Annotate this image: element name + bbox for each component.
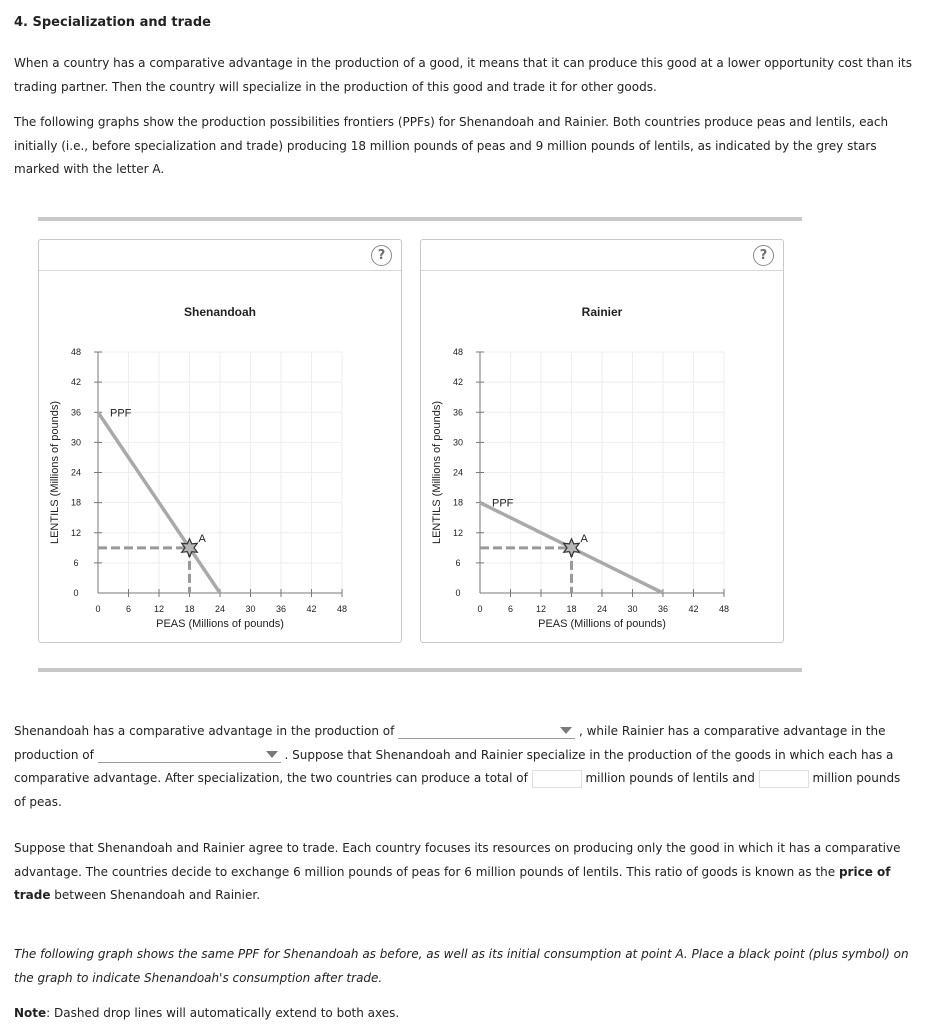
x-tick-label: 0 <box>477 604 483 614</box>
price-of-trade-term: price of trade <box>14 864 891 902</box>
y-tick-label: 18 <box>452 497 464 508</box>
y-tick-label: 30 <box>70 437 82 448</box>
graphs-paragraph: The following graphs show the production possibilities frontiers (PPFs) for Shenandoah and Rainier. Both countries produce peas and lentils, each initially (i.e., before specialization and trade) producing 18 million pounds of peas and 9 million pounds of lentils, as indicated by the grey stars marked with the letter A. <box>14 115 889 176</box>
y-tick-label: 36 <box>452 407 464 418</box>
point-a-label: A <box>580 532 588 545</box>
chevron-down-icon <box>266 751 278 758</box>
trade-paragraph <box>14 837 914 908</box>
total-peas-input[interactable] <box>759 770 809 788</box>
intro-paragraph: When a country has a comparative advantage in the production of a good, it means that it can produce this good at a lower opportunity cost than its trading partner. Then the country will specialize in the production of this good and trade it for other goods. <box>14 56 912 94</box>
section-heading: 4. Specialization and trade <box>14 15 211 30</box>
total-lentils-input[interactable] <box>532 770 582 788</box>
x-tick-label: 42 <box>306 604 317 614</box>
question-text-4: . Suppose that Shenandoah and Rainier specialize in the production of the goods in which each has a <box>284 747 894 762</box>
trade-text: Suppose that Shenandoah and Rainier agree to trade. Each country focuses its resources on producing only the good in which it has a comparative advantage. The countries decide to exchange 6 million pounds of peas for 6 million pounds of lentils. This ratio of goods is known as the <box>14 841 901 879</box>
shenandoah-good-dropdown[interactable] <box>398 724 575 739</box>
y-tick-label: 6 <box>73 557 79 568</box>
x-tick-label: 12 <box>153 604 165 614</box>
y-tick-label: 48 <box>452 347 464 357</box>
trade-text-end: between Shenandoah and Rainier. <box>50 888 261 902</box>
y-tick-label: 12 <box>70 527 82 538</box>
note-text: : Dashed drop lines will automatically extend to both axes. <box>46 1006 400 1020</box>
y-tick-label: 6 <box>455 557 461 568</box>
question-text-2: , while Rainier has a comparative advantage in the <box>578 724 886 738</box>
note-line <box>14 1002 914 1026</box>
x-tick-label: 6 <box>125 604 132 614</box>
x-tick-label: 36 <box>657 604 669 614</box>
shenandoah-graph-panel[interactable] <box>38 239 402 643</box>
x-tick-label: 30 <box>245 604 256 614</box>
x-tick-label: 12 <box>535 604 547 614</box>
x-tick-label: 48 <box>336 604 348 614</box>
comparative-advantage-question <box>14 720 914 814</box>
x-axis-title: PEAS (Millions of pounds) <box>156 618 284 630</box>
graph-region-top-divider <box>38 217 802 221</box>
x-tick-label: 6 <box>507 604 514 614</box>
x-axis-title: PEAS (Millions of pounds) <box>538 618 666 630</box>
chart-title: Rainier <box>581 305 623 319</box>
y-tick-label: 42 <box>452 377 464 388</box>
x-tick-label: 42 <box>688 604 699 614</box>
y-tick-label: 42 <box>70 377 82 388</box>
chart-title: Shenandoah <box>183 305 257 319</box>
x-tick-label: 24 <box>596 604 608 614</box>
y-tick-label: 30 <box>452 437 464 448</box>
y-axis-title: LENTILS (Millions of pounds) <box>49 400 61 545</box>
x-tick-label: 36 <box>275 604 287 614</box>
rainier-good-dropdown[interactable] <box>98 748 281 763</box>
x-tick-label: 18 <box>566 604 577 614</box>
question-text-7: million pounds of <box>14 771 901 809</box>
y-axis-title: LENTILS (Millions of pounds) <box>431 400 443 545</box>
x-tick-label: 18 <box>184 604 195 614</box>
y-tick-label: 48 <box>70 347 82 357</box>
question-text-8: peas. <box>29 794 62 809</box>
note-label: Note <box>14 1006 47 1020</box>
help-icon[interactable]: ? <box>753 245 774 266</box>
shenandoah-chart[interactable] <box>39 240 401 642</box>
y-tick-label: 24 <box>452 467 464 478</box>
ppf-label: PPF <box>492 497 514 510</box>
question-text-5: comparative advantage. After specialization, the two countries can produce a total of <box>14 771 528 785</box>
consumption-instruction: The following graph shows the same PPF for Shenandoah as before, as well as its initial consumption at point A. Place a black point (plus symbol) on the graph to indicate Shenandoah's consumption after trade. <box>14 947 909 985</box>
rainier-chart[interactable] <box>421 240 783 642</box>
y-tick-label: 12 <box>452 527 464 538</box>
x-tick-label: 48 <box>718 604 730 614</box>
y-tick-label: 0 <box>455 588 461 598</box>
question-text-1: Shenandoah has a comparative advantage in the production of <box>14 724 395 738</box>
y-tick-label: 18 <box>70 497 82 508</box>
chevron-down-icon <box>560 727 572 734</box>
y-tick-label: 24 <box>70 467 82 478</box>
y-tick-label: 36 <box>70 407 82 418</box>
ppf-label: PPF <box>110 407 132 420</box>
graph-region-bottom-divider <box>38 668 802 672</box>
point-a-label: A <box>198 532 206 545</box>
question-text-6: million pounds of lentils and <box>585 771 755 785</box>
x-tick-label: 0 <box>95 604 101 614</box>
help-icon[interactable]: ? <box>371 245 392 266</box>
x-tick-label: 30 <box>627 604 638 614</box>
question-text-3: production of <box>14 747 94 762</box>
x-tick-label: 24 <box>214 604 226 614</box>
rainier-graph-panel[interactable] <box>420 239 784 643</box>
y-tick-label: 0 <box>73 588 79 598</box>
